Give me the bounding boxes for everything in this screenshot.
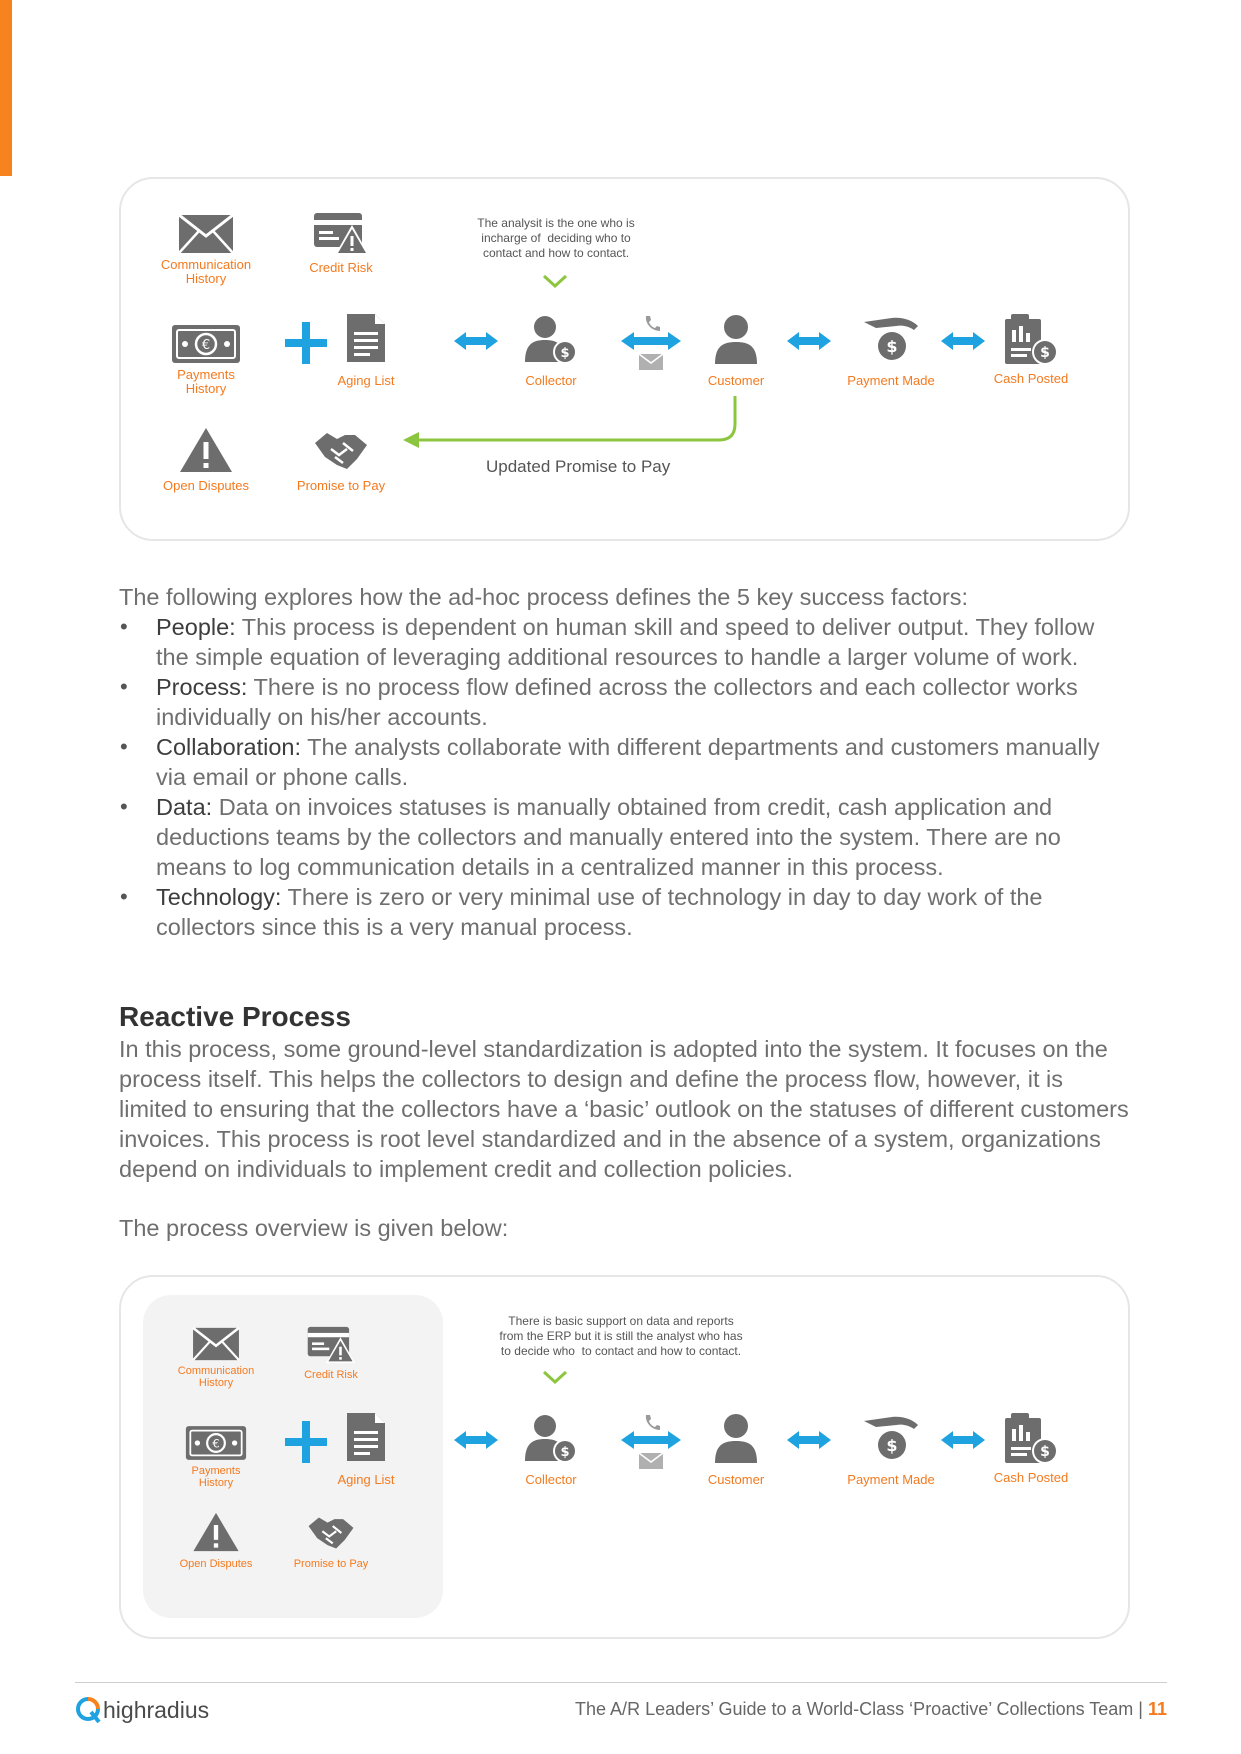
phone-icon (643, 314, 661, 332)
open-disputes-label: Open Disputes (163, 478, 249, 493)
aging-list-label: Aging List (337, 1472, 395, 1487)
collector-icon (523, 314, 579, 366)
payments-history-node (151, 324, 261, 396)
banknote-euro-icon (185, 1425, 247, 1461)
factor-text: This process is dependent on human skill and speed to deliver output. They follow the simple equation of leveraging additional resources to handle a larger volume of work. (156, 614, 1095, 670)
svg-text:$: $ (560, 1445, 570, 1460)
brand-logo (75, 1696, 209, 1724)
chevron-down-icon (542, 273, 568, 289)
aging-list-node (311, 1411, 421, 1487)
list-item (119, 792, 1129, 882)
double-arrow-icon (454, 331, 498, 351)
collector-node (496, 314, 606, 388)
svg-text:$: $ (886, 1436, 898, 1455)
payment-made-node (821, 1413, 961, 1487)
cash-posted-icon (1003, 312, 1059, 366)
collector-node (496, 1413, 606, 1487)
promise-to-pay-node (276, 1514, 386, 1570)
aging-list-node (311, 312, 421, 388)
envelope-icon (178, 214, 234, 254)
credit-card-warning-icon (312, 211, 370, 257)
communication-channel (621, 1413, 681, 1473)
cash-posted-label: Cash Posted (993, 371, 1069, 386)
double-arrow-icon (454, 1430, 498, 1450)
payments-history-label: Payments History (191, 1465, 241, 1489)
promise-to-pay-label: Promise to Pay (296, 478, 386, 493)
communication-history-label: Communication History (160, 257, 252, 286)
updated-promise-arrow (401, 394, 741, 450)
cash-posted-node (971, 312, 1091, 386)
svg-text:€: € (212, 1436, 220, 1451)
promise-to-pay-label: Promise to Pay (293, 1558, 369, 1570)
collector-label: Collector (525, 373, 577, 388)
open-disputes-node (151, 427, 261, 493)
factor-term: People: (156, 614, 236, 640)
footer-divider (75, 1682, 1167, 1683)
collector-label: Collector (525, 1472, 577, 1487)
credit-risk-label: Credit Risk (309, 260, 373, 275)
factor-text: The analysts collaborate with different departments and customers manually via email or phone calls. (156, 734, 1100, 790)
hand-coin-icon (862, 1413, 920, 1465)
updated-promise-label: Updated Promise to Pay (486, 457, 671, 476)
overview-intro: The process overview is given below: (119, 1215, 509, 1241)
cash-posted-label: Cash Posted (993, 1470, 1069, 1485)
credit-risk-node (276, 1325, 386, 1381)
collector-icon (523, 1413, 579, 1465)
factor-text: There is zero or very minimal use of technology in day to day work of the collectors since this is a very manual process. (156, 884, 1043, 940)
credit-risk-label: Credit Risk (304, 1369, 358, 1381)
factor-text: Data on invoices statuses is manually obtained from credit, cash application and deductions teams by the collectors and manually entered into the system. There are no means to log communication details in a centralized manner in this process. (156, 794, 1061, 880)
section-heading: Reactive Process (119, 1001, 351, 1032)
accent-bar (0, 0, 12, 176)
handshake-icon (313, 429, 369, 473)
brand-name: highradius (103, 1696, 210, 1723)
analyst-note: There is basic support on data and reports from the ERP but it is still the analyst who has to decide who to contact and how to contact. (499, 1314, 743, 1358)
reactive-process-diagram (119, 1275, 1130, 1639)
warning-icon (192, 1512, 240, 1552)
banknote-euro-icon (171, 324, 241, 364)
svg-text:$: $ (560, 346, 570, 361)
payments-history-label: Payments History (177, 367, 235, 396)
phone-icon (643, 1413, 661, 1431)
customer-node (681, 1413, 791, 1487)
payment-made-node (821, 314, 961, 388)
svg-text:$: $ (1040, 345, 1050, 361)
cash-posted-icon (1003, 1411, 1059, 1465)
list-item (119, 882, 1129, 942)
payments-history-node (161, 1425, 271, 1489)
factor-text: There is no process flow defined across the collectors and each collector works individually on his/her accounts. (156, 674, 1078, 730)
section-body: In this process, some ground-level standardization is adopted into the system. It focuses on the process itself. This helps the collectors to design and define the process flow, however, it is limited to ensuring that the collectors have a ‘basic’ outlook on the statuses of different customers invoices. This process is root level standardized and in the absence of a system, organizations depend on individuals to implement credit and collection policies. (119, 1036, 1129, 1182)
list-item (119, 612, 1129, 672)
double-arrow-icon (621, 1430, 681, 1450)
ad-hoc-process-diagram (119, 177, 1130, 541)
envelope-icon (639, 1453, 663, 1469)
communication-history-node (161, 1327, 271, 1389)
intro-paragraph: The following explores how the ad-hoc process defines the 5 key success factors: (119, 584, 969, 610)
list-item (119, 672, 1129, 732)
aging-list-label: Aging List (337, 373, 395, 388)
payment-made-label: Payment Made (847, 1472, 935, 1487)
communication-channel (621, 314, 681, 374)
double-arrow-icon (621, 331, 681, 351)
envelope-icon (639, 354, 663, 370)
envelope-icon (192, 1327, 240, 1361)
footer-guide-title: The A/R Leaders’ Guide to a World-Class ‘Proactive’ Collections Team | (575, 1699, 1148, 1719)
factor-term: Process: (156, 674, 248, 700)
analyst-note: The analysit is the one who is incharge of deciding who to contact and how to contact. (477, 216, 635, 260)
svg-text:€: € (201, 338, 211, 353)
success-factors-list (119, 612, 1129, 942)
svg-text:$: $ (886, 337, 898, 356)
warning-icon (179, 427, 233, 473)
communication-history-label: Communication History (177, 1365, 255, 1389)
promise-to-pay-node (286, 429, 396, 493)
svg-text:$: $ (1040, 1444, 1050, 1460)
customer-label: Customer (707, 373, 765, 388)
open-disputes-node (161, 1512, 271, 1570)
credit-risk-node (286, 211, 396, 275)
customer-icon (714, 314, 758, 366)
chevron-down-icon (542, 1369, 568, 1385)
factor-term: Collaboration: (156, 734, 302, 760)
page-number: 11 (1147, 1699, 1167, 1719)
handshake-icon (306, 1514, 356, 1552)
footer-title (575, 1699, 1167, 1720)
factor-term: Data: (156, 794, 213, 820)
open-disputes-label: Open Disputes (179, 1558, 253, 1570)
hand-coin-icon (862, 314, 920, 366)
document-icon (345, 312, 387, 364)
highradius-logo-icon (75, 1696, 101, 1724)
factor-term: Technology: (156, 884, 282, 910)
document-icon (345, 1411, 387, 1463)
customer-label: Customer (707, 1472, 765, 1487)
list-item (119, 732, 1129, 792)
cash-posted-node (971, 1411, 1091, 1485)
customer-node (681, 314, 791, 388)
communication-history-node (151, 214, 261, 286)
credit-card-warning-icon (306, 1325, 356, 1365)
payment-made-label: Payment Made (847, 373, 935, 388)
customer-icon (714, 1413, 758, 1465)
